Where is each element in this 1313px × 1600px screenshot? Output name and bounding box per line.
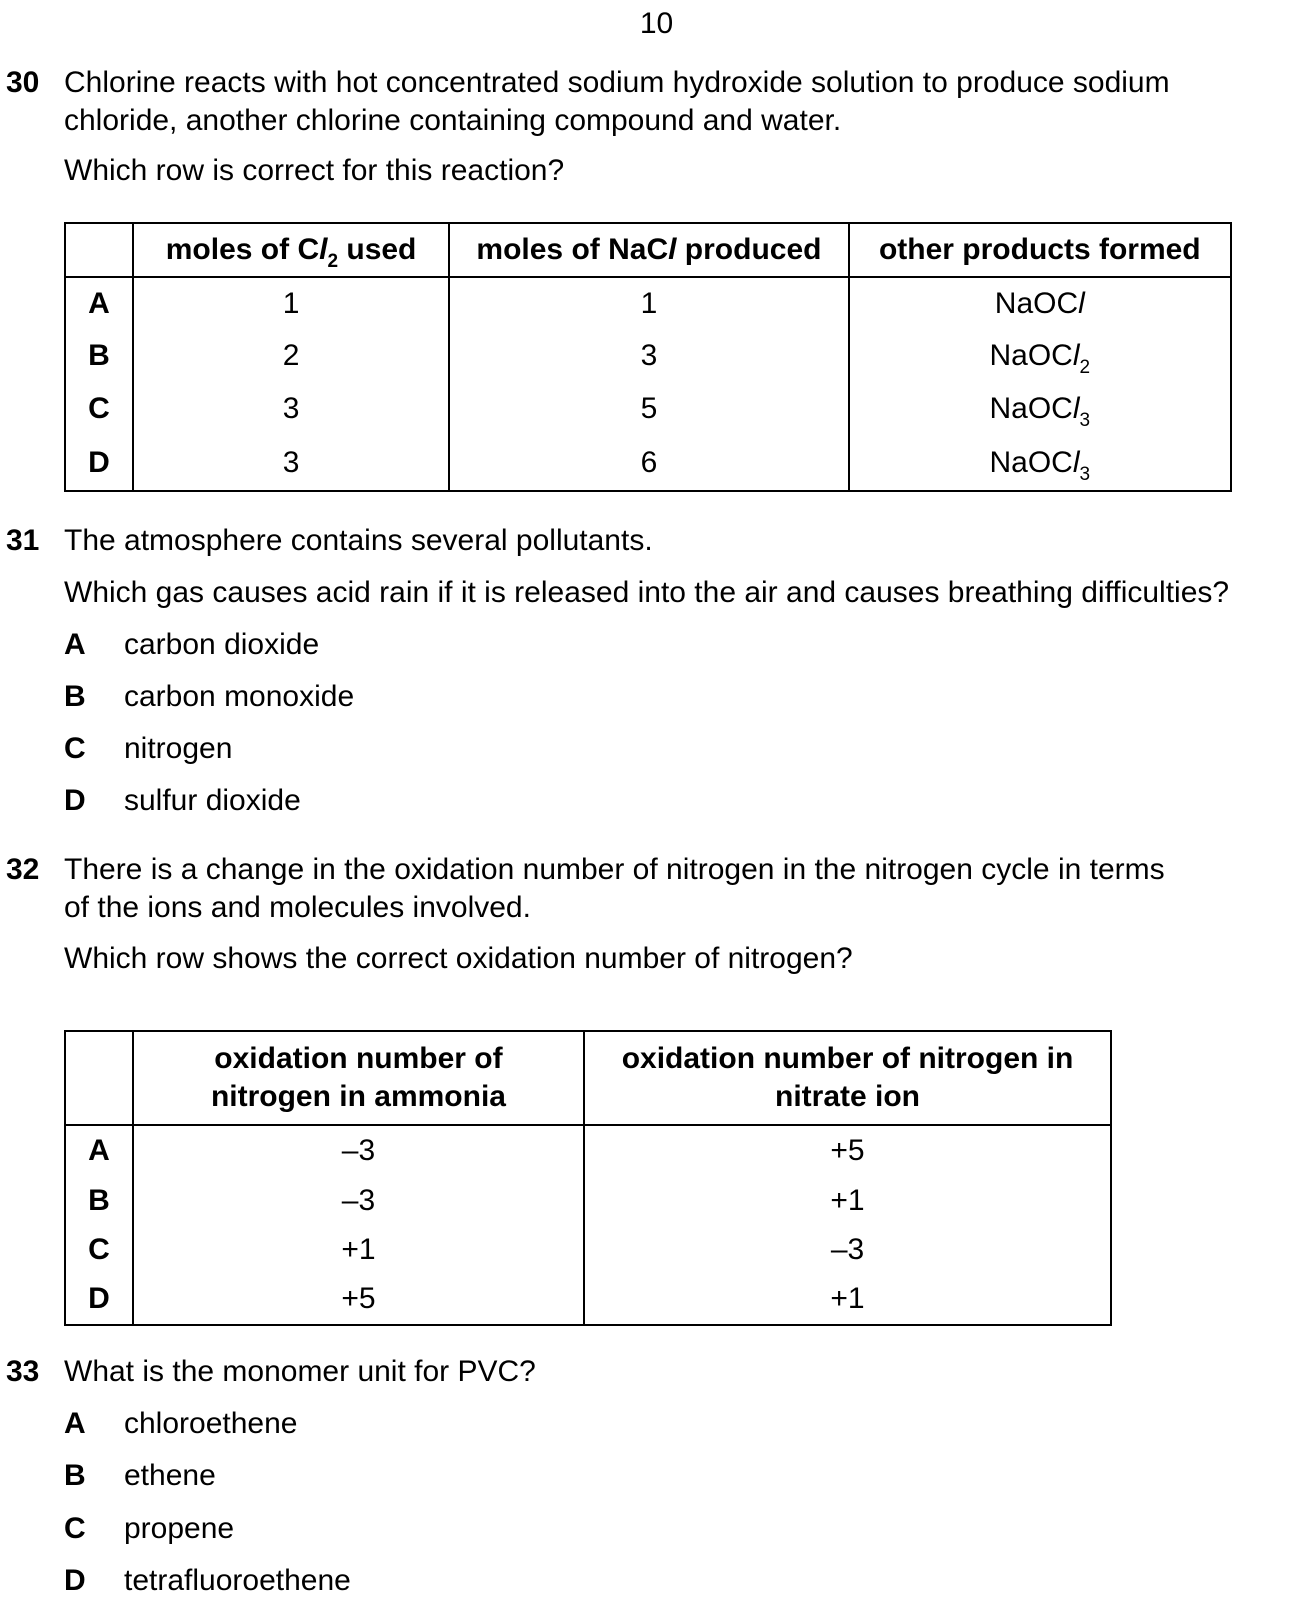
table-row <box>65 1176 1111 1225</box>
option-letter: C <box>64 732 86 765</box>
option-text: carbon monoxide <box>124 680 355 713</box>
option-letter: D <box>64 784 86 817</box>
table-row <box>65 1125 1111 1176</box>
row-letter: D <box>65 1274 133 1325</box>
table-row <box>65 1225 1111 1274</box>
table-row <box>65 382 1231 435</box>
row-letter: A <box>65 1125 133 1176</box>
option-letter: A <box>64 628 86 661</box>
row-letter: A <box>65 277 133 329</box>
question-31-stem: The atmosphere contains several pollutants. <box>64 524 653 557</box>
table-row <box>65 435 1231 491</box>
option-letter: B <box>64 680 86 713</box>
cell-other: NaOCl <box>849 277 1231 329</box>
table-row <box>65 277 1231 329</box>
cell-nacl: 3 <box>449 329 848 382</box>
option-text: chloroethene <box>124 1407 298 1440</box>
page-number: 10 <box>639 7 674 40</box>
option-text: tetrafluoroethene <box>124 1564 351 1597</box>
table-row <box>65 1274 1111 1325</box>
question-32-prompt: Which row shows the correct oxidation number of nitrogen? <box>64 942 853 975</box>
question-32-stem: There is a change in the oxidation number of nitrogen in the nitrogen cycle in terms of the ions and molecules involved. <box>64 853 1165 924</box>
row-letter: C <box>65 382 133 435</box>
header-blank <box>65 1031 133 1125</box>
cell-other: NaOCl$_3$ <box>849 382 1231 435</box>
cell-nitrate: +1 <box>584 1176 1111 1225</box>
header-blank <box>65 223 133 277</box>
row-letter: C <box>65 1225 133 1274</box>
cell-nacl: 5 <box>449 382 848 435</box>
question-32-number: 32 <box>6 853 40 886</box>
cell-ammonia: –3 <box>133 1125 584 1176</box>
header-moles-nacl: moles of NaCl produced <box>449 223 848 277</box>
option-letter: C <box>64 1512 86 1545</box>
option-text: ethene <box>124 1459 216 1492</box>
row-letter: D <box>65 435 133 491</box>
option-text: nitrogen <box>124 732 233 765</box>
cell-ammonia: +1 <box>133 1225 584 1274</box>
cell-cl2: 3 <box>133 382 449 435</box>
option-letter: A <box>64 1407 86 1440</box>
cell-nitrate: –3 <box>584 1225 1111 1274</box>
cell-cl2: 1 <box>133 277 449 329</box>
question-31-prompt: Which gas causes acid rain if it is released into the air and causes breathing difficulties? <box>64 576 1230 609</box>
option-letter: D <box>64 1564 86 1597</box>
question-31-number: 31 <box>6 524 40 557</box>
cell-nitrate: +5 <box>584 1125 1111 1176</box>
question-30-number: 30 <box>6 66 40 99</box>
option-letter: B <box>64 1459 86 1492</box>
header-other-products: other products formed <box>849 223 1231 277</box>
cell-ammonia: –3 <box>133 1176 584 1225</box>
header-nitrate: oxidation number of nitrogen in nitrate ion <box>584 1031 1111 1125</box>
question-30-stem: Chlorine reacts with hot concentrated sodium hydroxide solution to produce sodium chloride, another chlorine containing compound and water. <box>64 66 1170 137</box>
question-33-number: 33 <box>6 1355 40 1388</box>
row-letter: B <box>65 1176 133 1225</box>
cell-cl2: 2 <box>133 329 449 382</box>
cell-nitrate: +1 <box>584 1274 1111 1325</box>
cell-ammonia: +5 <box>133 1274 584 1325</box>
question-30-table <box>64 222 1232 492</box>
question-33-stem: What is the monomer unit for PVC? <box>64 1355 536 1388</box>
row-letter: B <box>65 329 133 382</box>
cell-nacl: 6 <box>449 435 848 491</box>
table-row <box>65 329 1231 382</box>
question-30-prompt: Which row is correct for this reaction? <box>64 154 565 187</box>
option-text: carbon dioxide <box>124 628 320 661</box>
cell-cl2: 3 <box>133 435 449 491</box>
header-moles-cl2: moles of $Cl_2$ used <box>133 223 449 277</box>
cell-other: NaOCl$_3$ <box>849 435 1231 491</box>
option-text: sulfur dioxide <box>124 784 301 817</box>
cell-nacl: 1 <box>449 277 848 329</box>
question-32-table <box>64 1030 1112 1326</box>
option-text: propene <box>124 1512 235 1545</box>
header-ammonia: oxidation number of nitrogen in ammonia <box>133 1031 584 1125</box>
cell-other: NaOCl$_2$ <box>849 329 1231 382</box>
